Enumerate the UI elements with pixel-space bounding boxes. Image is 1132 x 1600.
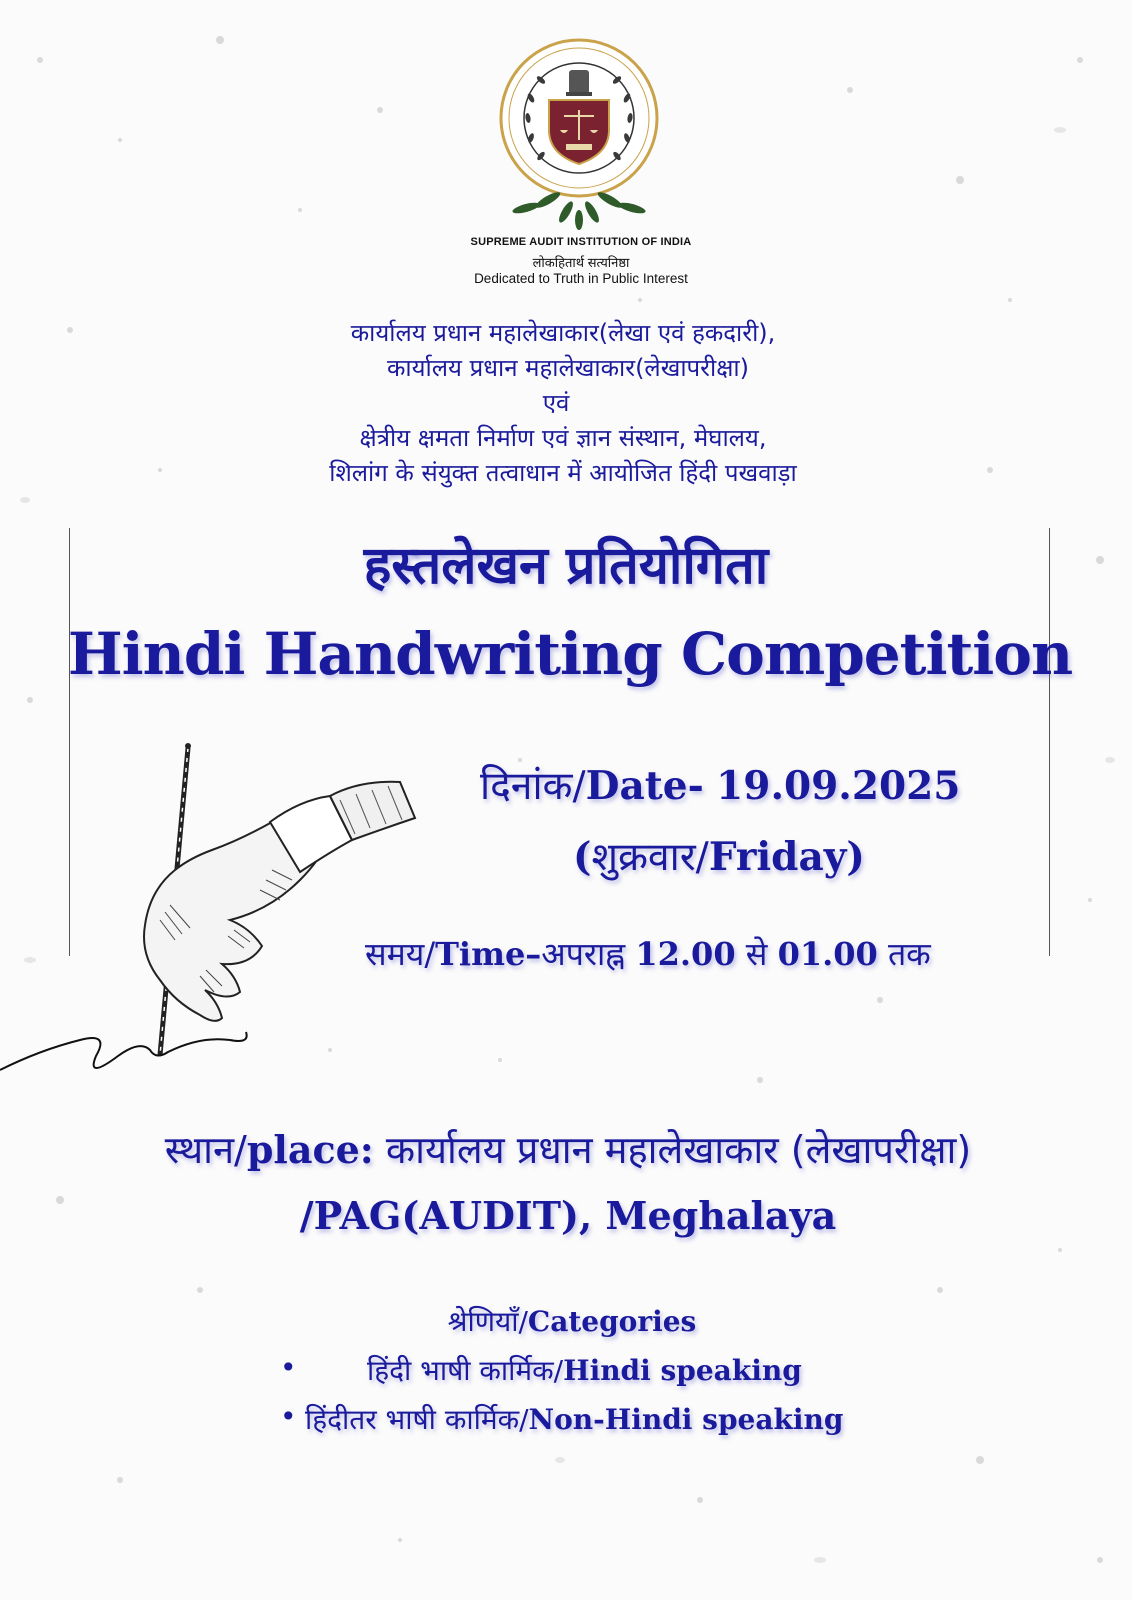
bullet-icon: • [280, 1351, 297, 1384]
time-to: से [745, 935, 768, 973]
hand-writing-illustration [0, 740, 430, 1085]
day-hindi: शुक्रवार/ [591, 835, 709, 880]
day-close-paren: ) [846, 834, 865, 880]
organizer-line-1: कार्यालय प्रधान महालेखाकार(लेखा एवं हकदारी), [350, 319, 776, 347]
title-hindi: हस्तलेखन प्रतियोगिता [363, 536, 769, 596]
date-value: 19.09.2025 [716, 763, 961, 809]
time-start: 12.00 [635, 935, 736, 973]
day-english: Friday [708, 834, 847, 880]
place-label-hindi: स्थान/ [164, 1128, 247, 1172]
time-label-english: Time– [435, 935, 542, 973]
category-item [305, 1400, 843, 1438]
day-open-paren: ( [573, 834, 592, 880]
place-label-english: place: [246, 1127, 374, 1172]
place-line-1 [0, 1123, 1132, 1175]
event-date [480, 758, 960, 811]
organizer-line-2: कार्यालय प्रधान महालेखाकार(लेखापरीक्षा) [386, 354, 749, 382]
category-hindi: हिंदीतर भाषी कार्मिक/ [305, 1403, 529, 1436]
categories-heading-hindi: श्रेणियाँ/ [447, 1305, 528, 1338]
motto-hindi: लोकहितार्थ सत्यनिष्ठा [532, 255, 630, 270]
time-prefix-hindi: अपराह्न [541, 935, 626, 973]
date-label-hindi: दिनांक/ [480, 764, 586, 809]
bullet-icon: • [280, 1400, 297, 1433]
organizer-line-4: क्षेत्रीय क्षमता निर्माण एवं ज्ञान संस्थान, मेघालय, [359, 424, 767, 452]
title-english: Hindi Handwriting Competition [67, 620, 1073, 688]
place-name-hindi: कार्यालय प्रधान महालेखाकार (लेखापरीक्षा) [385, 1128, 972, 1172]
category-hindi: हिंदी भाषी कार्मिक/ [367, 1354, 564, 1387]
place-name-english: /PAG(AUDIT), Meghalaya [299, 1193, 837, 1238]
date-label-english: Date- [585, 763, 704, 809]
time-suffix: तक [887, 935, 931, 973]
organizer-line-3: एवं [542, 389, 570, 417]
institution-name: SUPREME AUDIT INSTITUTION OF INDIA [470, 236, 692, 248]
category-item [367, 1351, 802, 1389]
event-day [573, 829, 865, 882]
time-end: 01.00 [777, 935, 878, 973]
cag-seal-logo [486, 30, 672, 230]
categories-heading [0, 1302, 1132, 1340]
event-time [365, 932, 931, 975]
category-english: Non-Hindi speaking [528, 1403, 844, 1436]
time-label-hindi: समय/ [365, 935, 436, 973]
motto-english: Dedicated to Truth in Public Interest [474, 271, 688, 286]
categories-heading-english: Categories [527, 1305, 697, 1338]
organizer-line-5: शिलांग के संयुक्त तत्वाधान में आयोजित हिंदी पखवाड़ा [329, 459, 797, 487]
category-english: Hindi speaking [563, 1354, 802, 1387]
